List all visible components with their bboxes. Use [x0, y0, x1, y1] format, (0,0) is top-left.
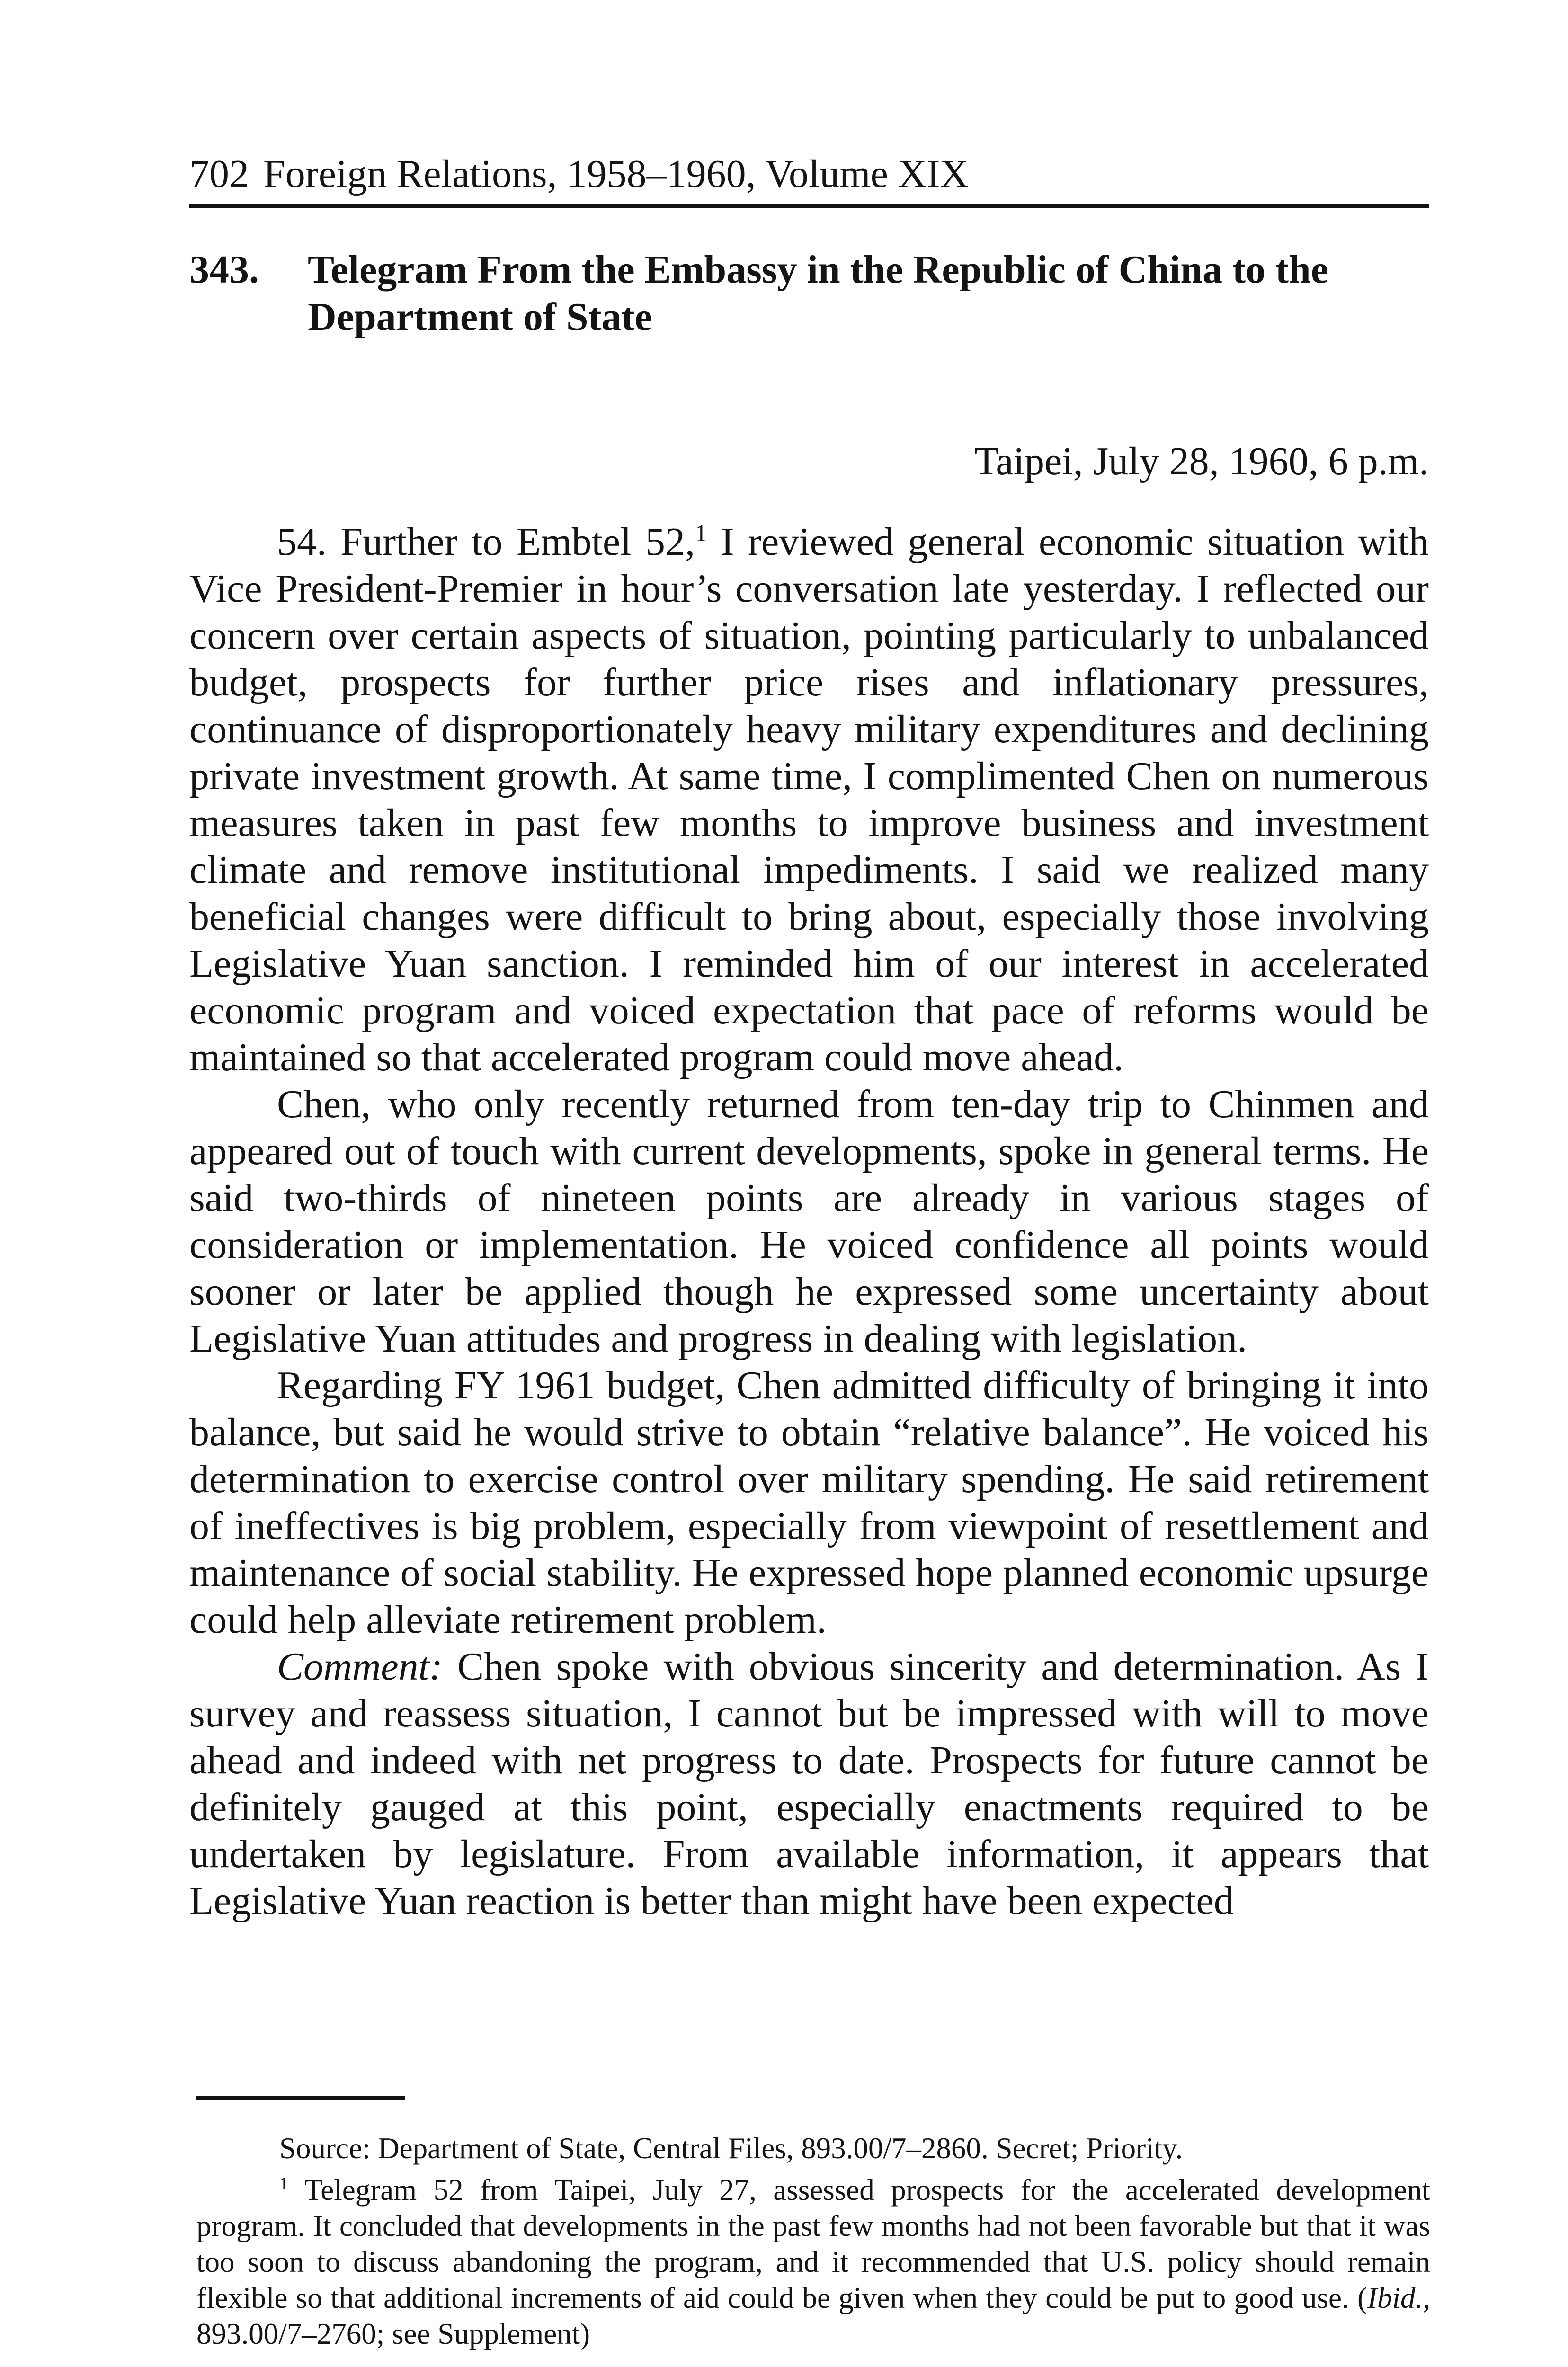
- footnote-ref-1: 1: [695, 520, 707, 546]
- source-note: Source: Department of State, Central Files, 893.00/7–2860. Secret; Priority.: [279, 2132, 1183, 2165]
- paragraph-3: Regarding FY 1961 budget, Chen admitted difficulty of bringing it into balance, but said he would strive to obtain “relative balance”. He voiced his determination to exercise control over military spending. He said retirement of ineffectives is big problem, especially from viewpoint of resettlement and maintenance of social stability. He expressed hope planned economic upsurge could help alleviate retirement problem.: [189, 1363, 1429, 1642]
- running-head: [189, 151, 1430, 198]
- page-number: 702: [189, 152, 249, 196]
- comment-label: Comment:: [277, 1645, 443, 1689]
- telegram-body: [189, 518, 1429, 1924]
- paragraph-1: [189, 518, 1429, 1081]
- footnote-1-mark: 1: [279, 2174, 288, 2194]
- paragraph-1-text: I reviewed general economic situation with Vice President-Premier in hour’s conversation late yesterday. I reflected our concern over certain aspects of situation, pointing particularly to unbalanced budget, prospects for further price rises and inflationary pressures, continuance of disproportionately heavy military expenditures and declining private investment growth. At same time, I complimented Chen on numerous measures taken in past few months to improve business and investment climate and remove institutional impediments. I said we realized many beneficial changes were difficult to bring about, especially those involving Legislative Yuan sanction. I reminded him of our interest in accelerated economic program and voiced expectation that pace of reforms would be maintained so that accelerated program could move ahead.: [189, 520, 1429, 1079]
- footnote-1-text: Telegram 52 from Taipei, July 27, assessed prospects for the accelerated development program. It concluded that developments in the past few months had not been favorable but that it was too soon to discuss abandoning the program, and it recommended that U.S. policy should remain flexible so that additional increments of aid could be given when they could be put to good use. (: [196, 2173, 1430, 2314]
- paragraph-1-lead: 54. Further to Embtel 52,: [277, 520, 695, 564]
- document-title-line-2: Department of State: [308, 295, 652, 339]
- paragraph-4: [189, 1643, 1429, 1924]
- footnotes: [196, 2130, 1430, 2352]
- footnote-1-citation: , 893.00/7–2760; see Supplement): [196, 2281, 1430, 2350]
- document-number: 343.: [189, 248, 259, 292]
- footnote-rule: [196, 2096, 405, 2100]
- document-heading: [189, 246, 1430, 341]
- document-title-line-1: Telegram From the Embassy in the Republic of China to the: [308, 248, 1329, 292]
- header-rule: [189, 204, 1429, 208]
- dateline: Taipei, July 28, 1960, 6 p.m.: [974, 439, 1429, 483]
- footnote-1-ibid: Ibid.: [1367, 2281, 1423, 2314]
- paragraph-4-text: Chen spoke with obvious sincerity and determination. As I survey and reassess situation, I cannot but be impressed with will to move ahead and indeed with net progress to date. Prospects for future cannot be definitely gauged at this point, especially enactments required to be undertaken by legislature. From available information, it appears that Legislative Yuan reaction is better than might have been expected: [189, 1645, 1429, 1923]
- paragraph-2: Chen, who only recently returned from ten-day trip to Chinmen and appeared out of touch with current developments, spoke in general terms. He said two-thirds of nineteen points are already in various stages of consideration or implementation. He voiced confidence all points would sooner or later be applied though he expressed some uncertainty about Legislative Yuan attitudes and progress in dealing with legislation.: [189, 1082, 1429, 1361]
- series-title: Foreign Relations, 1958–1960, Volume XIX: [263, 152, 969, 196]
- footnote-1: [196, 2172, 1430, 2352]
